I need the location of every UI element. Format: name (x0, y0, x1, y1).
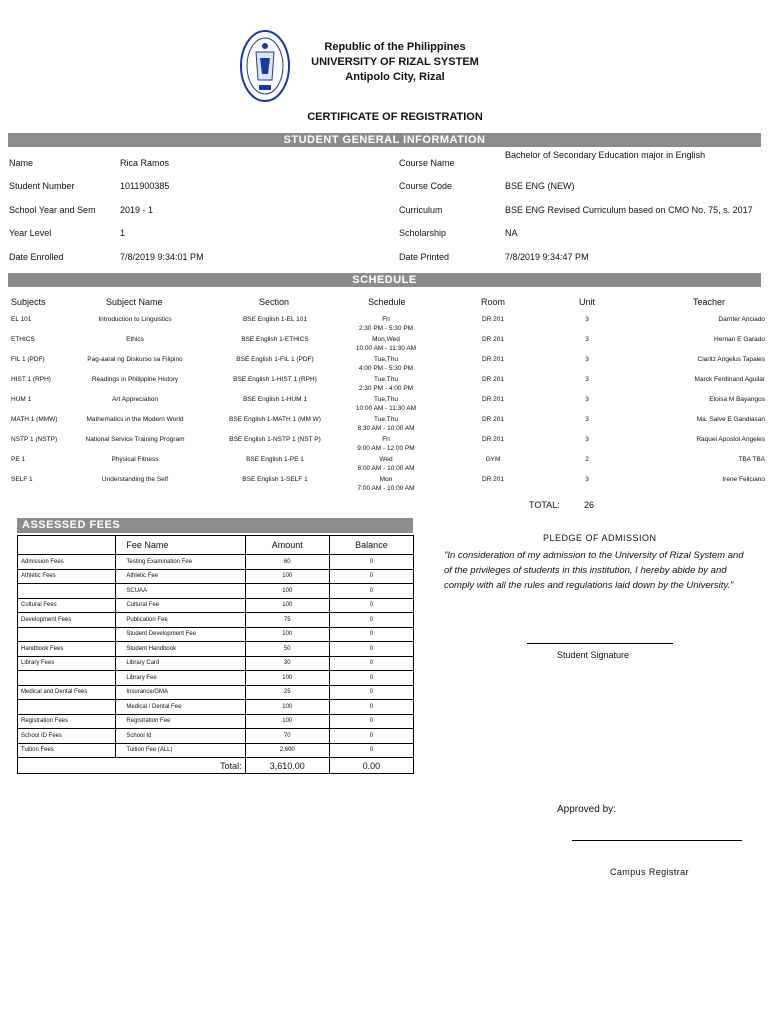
subject-room: DR 201 (481, 476, 505, 483)
subject-section: BSE English 1-NSTP 1 (NST P) (229, 436, 321, 443)
fee-row (18, 627, 414, 642)
fees-col-balance: Balance (329, 536, 413, 555)
date-printed-label: Date Printed (399, 252, 450, 262)
schedule-time: 4:00 PM - 5:30 PM (358, 365, 414, 372)
year-level-value: 1 (120, 228, 126, 238)
fee-amount: 25 (245, 685, 329, 700)
subject-code: HIST 1 (RPH) (11, 376, 51, 383)
subject-unit: 3 (585, 316, 589, 323)
subject-unit: 3 (585, 376, 589, 383)
pledge-text: "In consideration of my admission to the University of Rizal System and of the privileges of students in this institution, I hereby abide by and comply with all the rules and regulations laid down by the University." (444, 550, 744, 591)
name-value: Rica Ramos (120, 158, 170, 168)
fee-balance: 0 (329, 743, 413, 758)
fee-category: Athletic Fees (18, 569, 116, 584)
section-assessed-fees: ASSESSED FEES (17, 518, 413, 533)
schedule-days: Fri (382, 316, 390, 323)
subject-room: DR 201 (481, 436, 505, 443)
fee-balance: 0 (329, 555, 413, 570)
fee-name: Tuition Fee (ALL) (116, 743, 245, 758)
course-code-label: Course Code (399, 181, 453, 191)
subject-teacher: Marck Ferdinand Aguilar (694, 376, 765, 383)
date-enrolled-label: Date Enrolled (9, 252, 64, 262)
fee-name: SCUAA (116, 584, 245, 599)
subject-section: BSE English 1-MATH 1 (MM W) (229, 416, 321, 423)
fee-category: School ID Fees (18, 729, 116, 744)
subject-name: Understanding the Self (101, 476, 169, 483)
fee-balance: 0 (329, 700, 413, 715)
schedule-days: Tue,Thu (374, 376, 398, 383)
curriculum-label: Curriculum (399, 205, 443, 215)
subject-teacher: Darriter Anciado (718, 316, 765, 323)
schedule-days: Tue,Thu (374, 356, 398, 363)
subject-teacher: Eloisa M Bayangos (709, 396, 765, 403)
fees-col-category (18, 536, 116, 555)
subject-name: Pag-aaral ng Diskurso sa Filipino (87, 356, 183, 363)
subject-name: Readings in Philippine History (91, 376, 179, 383)
fee-balance: 0 (329, 729, 413, 744)
student-number-value: 1011900385 (120, 181, 170, 191)
year-level-label: Year Level (9, 228, 52, 238)
fee-amount: 100 (245, 627, 329, 642)
fee-amount: 2,600 (245, 743, 329, 758)
fee-name: Medical / Dental Fee (116, 700, 245, 715)
col-teacher: Teacher (693, 297, 726, 307)
subject-code: FIL 1 (PDF) (11, 356, 45, 363)
school-year-label: School Year and Sem (9, 205, 96, 215)
fees-total-amount: 3,610.00 (245, 758, 329, 774)
subject-name: Introduction to Linguistics (98, 316, 172, 323)
subject-room: GYM (485, 456, 501, 463)
fee-balance: 0 (329, 613, 413, 628)
subject-section: BSE English 1-ETHICS (241, 336, 309, 343)
subject-unit: 3 (585, 436, 589, 443)
fee-balance: 0 (329, 671, 413, 686)
fee-amount: 75 (245, 613, 329, 628)
fee-row (18, 642, 414, 657)
fee-balance: 0 (329, 642, 413, 657)
units-total-value: 26 (584, 500, 595, 510)
university-seal-logo (240, 30, 290, 102)
fee-row (18, 584, 414, 599)
fees-col-amount: Amount (245, 536, 329, 555)
subject-name: National Service Training Program (85, 436, 185, 443)
fee-amount: 100 (245, 700, 329, 715)
header-republic: Republic of the Philippines (324, 41, 466, 53)
schedule-days: Fri (382, 436, 390, 443)
subject-room: DR 201 (481, 336, 505, 343)
col-room: Room (481, 297, 506, 307)
fee-category (18, 700, 116, 715)
school-year-value: 2019 - 1 (120, 205, 154, 215)
fee-row (18, 569, 414, 584)
subject-code: MATH 1 (MMW) (11, 416, 58, 423)
subject-section: BSE English 1-SELF 1 (242, 476, 308, 483)
fee-balance: 0 (329, 685, 413, 700)
name-label: Name (9, 158, 34, 168)
subject-room: DR 201 (481, 396, 505, 403)
schedule-time: 2:30 PM - 5:30 PM (358, 325, 414, 332)
fee-category: Handbook Fees (18, 642, 116, 657)
subject-code: NSTP 1 (NSTP) (11, 436, 58, 443)
fee-amount: 50 (245, 642, 329, 657)
fee-category (18, 584, 116, 599)
fee-amount: 70 (245, 729, 329, 744)
subject-room: DR 201 (481, 316, 505, 323)
fee-category: Development Fees (18, 613, 116, 628)
fee-name: Publication Fee (116, 613, 245, 628)
fee-row (18, 729, 414, 744)
header-university: UNIVERSITY OF RIZAL SYSTEM (311, 56, 479, 68)
subject-room: DR 201 (481, 376, 505, 383)
fee-category (18, 671, 116, 686)
col-subjects: Subjects (11, 297, 46, 307)
schedule-time: 8:00 AM - 10:00 AM (357, 465, 415, 472)
schedule-days: Mon,Wed (372, 336, 400, 343)
fee-category (18, 627, 116, 642)
fee-amount: 30 (245, 656, 329, 671)
schedule-time: 2:30 PM - 4:00 PM (358, 385, 414, 392)
fee-row (18, 743, 414, 758)
subject-name: Ethics (126, 336, 144, 343)
course-name-label: Course Name (399, 158, 455, 168)
subject-section: BSE English 1-HUM 1 (243, 396, 307, 403)
campus-registrar-label: Campus Registrar (610, 867, 689, 877)
subject-code: SELF 1 (11, 476, 33, 483)
course-code-value: BSE ENG (NEW) (505, 181, 575, 191)
header-location: Antipolo City, Rizal (345, 71, 445, 83)
fee-name: Athletic Fee (116, 569, 245, 584)
fee-row (18, 656, 414, 671)
subject-section: BSE English 1-PE 1 (246, 456, 304, 463)
scholarship-value: NA (505, 228, 518, 238)
schedule-days: Mon (379, 476, 393, 483)
subject-name: Mathematics in the Modern World (86, 416, 184, 423)
fee-amount: 100 (245, 671, 329, 686)
section-schedule: SCHEDULE (8, 273, 761, 287)
subject-unit: 2 (585, 456, 589, 463)
subject-code: PE 1 (11, 456, 26, 463)
fee-row (18, 671, 414, 686)
col-subject-name: Subject Name (106, 297, 163, 307)
fee-name: School Id (116, 729, 245, 744)
subject-teacher: TBA TBA (738, 456, 765, 463)
document-title: CERTIFICATE OF REGISTRATION (307, 111, 483, 123)
col-schedule: Schedule (368, 297, 406, 307)
fee-name: Student Handbook (116, 642, 245, 657)
schedule-days: Tue,Thu (374, 416, 398, 423)
subject-teacher: Irene Feliciano (722, 476, 765, 483)
fee-balance: 0 (329, 584, 413, 599)
subject-code: ETHICS (11, 336, 35, 343)
subject-code: EL 101 (11, 316, 32, 323)
fee-name: Testing Examination Fee (116, 555, 245, 570)
date-printed-value: 7/8/2019 9:34:47 PM (505, 252, 589, 262)
fee-name: Insurance/GMA (116, 685, 245, 700)
fee-row (18, 598, 414, 613)
col-section: Section (259, 297, 290, 307)
fee-category: Medical and Dental Fees (18, 685, 116, 700)
subject-section: BSE English 1-HIST 1 (RPH) (233, 376, 317, 383)
student-number-label: Student Number (9, 181, 75, 191)
fee-category: Tuition Fees (18, 743, 116, 758)
date-enrolled-value: 7/8/2019 9:34:01 PM (120, 252, 204, 262)
fee-category: Admission Fees (18, 555, 116, 570)
fee-amount: 100 (245, 714, 329, 729)
subject-unit: 3 (585, 476, 589, 483)
subject-teacher: Claritz Angelus Tapales (697, 356, 765, 363)
subject-room: DR 201 (481, 356, 505, 363)
col-unit: Unit (579, 297, 596, 307)
subject-unit: 3 (585, 416, 589, 423)
fee-category: Registration Fees (18, 714, 116, 729)
subject-code: HUM 1 (11, 396, 32, 403)
course-name-value: Bachelor of Secondary Education major in English (505, 150, 706, 160)
curriculum-value: BSE ENG Revised Curriculum based on CMO No. 75, s. 2017 (505, 205, 753, 215)
subject-teacher: Raquel Apostol Angeles (696, 436, 765, 443)
fee-row (18, 555, 414, 570)
fee-name: Student Development Fee (116, 627, 245, 642)
fee-row (18, 613, 414, 628)
fees-total-label: Total: (18, 758, 246, 774)
section-general-info: STUDENT GENERAL INFORMATION (8, 133, 761, 147)
fee-balance: 0 (329, 598, 413, 613)
fee-name: Library Fee (116, 671, 245, 686)
fee-balance: 0 (329, 569, 413, 584)
fees-total-balance: 0.00 (329, 758, 413, 774)
units-total-label: TOTAL: (529, 500, 560, 510)
subject-name: Art Appreciation (112, 396, 158, 403)
scholarship-label: Scholarship (399, 228, 447, 238)
subject-teacher: Hernan E Garado (714, 336, 765, 343)
subject-unit: 3 (585, 356, 589, 363)
approved-by-label: Approved by: (557, 804, 616, 815)
fee-balance: 0 (329, 714, 413, 729)
fee-category: Cultural Fees (18, 598, 116, 613)
fees-col-name: Fee Name (116, 536, 245, 555)
fee-row (18, 685, 414, 700)
fee-balance: 0 (329, 627, 413, 642)
schedule-days: Wed (379, 456, 393, 463)
schedule-time: 9:00 AM - 12:00 PM (357, 445, 415, 452)
subject-section: BSE English 1-EL 101 (242, 316, 308, 323)
subject-unit: 3 (585, 396, 589, 403)
fees-table (17, 535, 414, 774)
schedule-time: 8:30 AM - 10:00 AM (357, 425, 415, 432)
schedule-time: 7:00 AM - 10:00 AM (357, 485, 415, 492)
fee-amount: 60 (245, 555, 329, 570)
subject-teacher: Ma. Salve E Gandiasan (696, 416, 765, 423)
schedule-days: Tue,Thu (374, 396, 398, 403)
student-signature-line (527, 643, 673, 644)
fee-amount: 100 (245, 584, 329, 599)
student-signature-label: Student Signature (557, 650, 630, 660)
fee-name: Registration Fee (116, 714, 245, 729)
fee-name: Cultural Fee (116, 598, 245, 613)
subject-unit: 3 (585, 336, 589, 343)
fee-name: Library Card (116, 656, 245, 671)
registrar-signature-line (572, 840, 742, 841)
fee-amount: 100 (245, 598, 329, 613)
schedule-time: 10:00 AM - 11:30 AM (355, 345, 417, 352)
fee-row (18, 714, 414, 729)
subject-name: Physical Fitness (111, 456, 159, 463)
fee-balance: 0 (329, 656, 413, 671)
schedule-time: 10:00 AM - 11:30 AM (355, 405, 417, 412)
subject-section: BSE English 1-FIL 1 (PDF) (236, 356, 314, 363)
subject-room: DR 201 (481, 416, 505, 423)
fee-row (18, 700, 414, 715)
fee-category: Library Fees (18, 656, 116, 671)
fees-section (17, 518, 413, 533)
pledge-title: PLEDGE OF ADMISSION (543, 533, 657, 543)
fee-amount: 100 (245, 569, 329, 584)
